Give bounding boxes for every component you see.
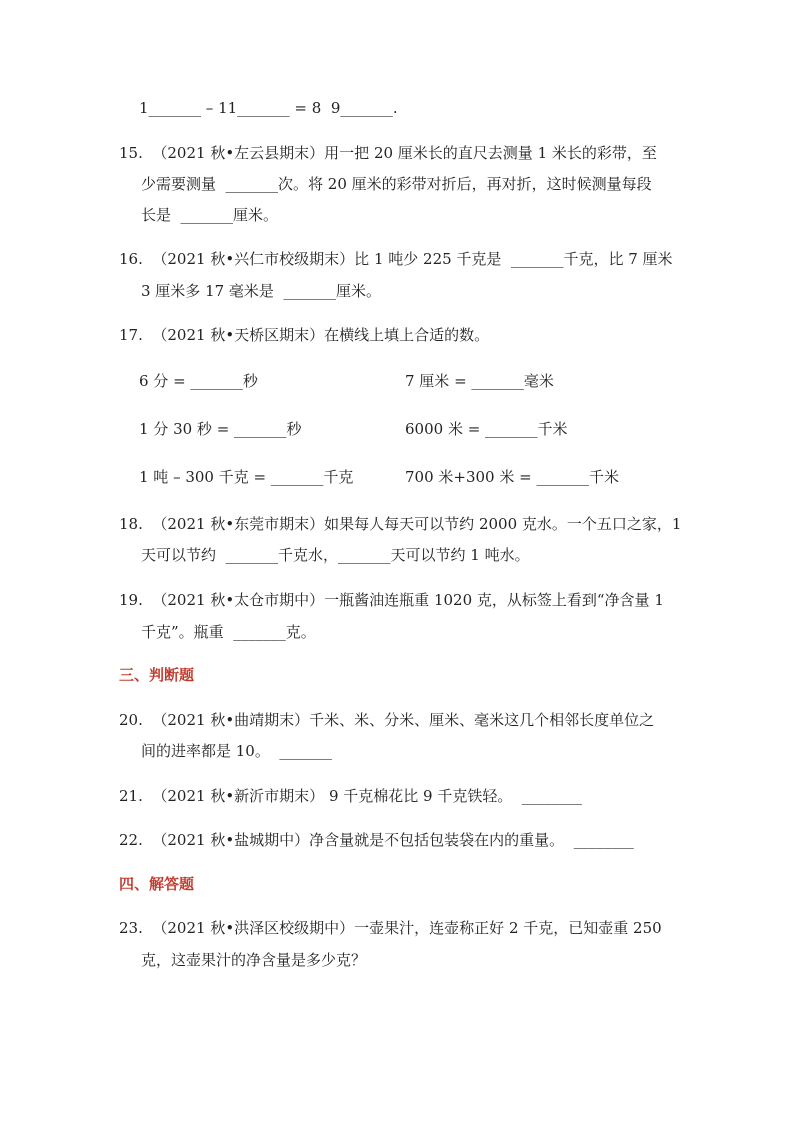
section-heading-answer: 四、解答题 [119, 875, 195, 893]
question-20-line-2: 间的进率都是 10。 _______ [141, 742, 332, 760]
question-23-line-1: 23. （2021 秋•洪泽区校级期中）一壶果汁，连壶称正好 2 千克，已知壶重 250 [119, 919, 662, 937]
question-16-line-2: 3 厘米多 17 毫米是 _______厘米。 [141, 282, 381, 300]
q17-item-6: 700 米+300 米 = _______千米 [405, 468, 619, 486]
question-19-line-2: 千克”。瓶重 _______克。 [141, 623, 316, 641]
question-15-line-3: 长是 _______厘米。 [141, 206, 279, 224]
question-23-line-2: 克，这壶果汁的净含量是多少克？ [141, 951, 367, 969]
question-22-line: 22. （2021 秋•盐城期中）净含量就是不包括包装袋在内的重量。 ________ [119, 831, 634, 849]
question-16-line-1: 16. （2021 秋•兴仁市校级期末）比 1 吨少 225 千克是 _______千克，比 7 厘米 [119, 250, 673, 268]
question-18-line-1: 18. （2021 秋•东莞市期末）如果每人每天可以节约 2000 克水。一个五口之家，1 [119, 515, 682, 533]
q17-item-4: 6000 米 = _______千米 [405, 420, 568, 438]
question-18-line-2: 天可以节约 _______千克水，_______天可以节约 1 吨水。 [141, 546, 530, 564]
q17-item-2: 7 厘米 = _______毫米 [405, 372, 554, 390]
q17-item-1: 6 分 = _______秒 [139, 372, 258, 390]
q17-item-3: 1 分 30 秒 = _______秒 [139, 420, 302, 438]
question-21-line: 21. （2021 秋•新沂市期末） 9 千克棉花比 9 千克铁轻。 ________ [119, 787, 582, 805]
question-20-line-1: 20. （2021 秋•曲靖期末）千米、米、分米、厘米、毫米这几个相邻长度单位之 [119, 711, 655, 729]
question-15-line-1: 15. （2021 秋•左云县期末）用一把 20 厘米长的直尺去测量 1 米长的彩带，至 [119, 144, 657, 162]
question-19-line-1: 19. （2021 秋•太仓市期中）一瓶酱油连瓶重 1020 克，从标签上看到“净含量 1 [119, 591, 664, 609]
question-17-line: 17. （2021 秋•天桥区期末）在横线上填上合适的数。 [119, 326, 490, 344]
question-15-line-2: 少需要测量 _______次。将 20 厘米的彩带对折后，再对折，这时候测量每段 [141, 175, 652, 193]
q17-item-5: 1 吨 – 300 千克 = _______千克 [139, 468, 354, 486]
continued-line: 1_______ – 11_______ = 8 9_______. [139, 99, 398, 117]
section-heading-judgment: 三、判断题 [119, 666, 195, 684]
